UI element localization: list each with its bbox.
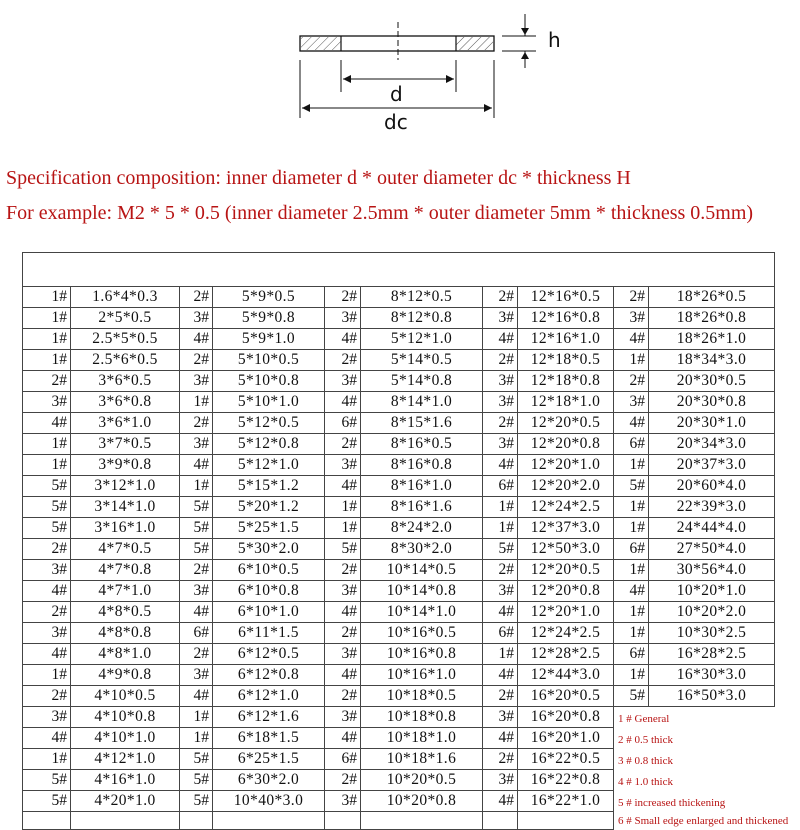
- size-cell: 6*10*0.8: [213, 581, 325, 602]
- grade-cell: 1#: [23, 455, 71, 476]
- size-cell: 5*9*1.0: [213, 329, 325, 350]
- size-cell: 18*26*1.0: [649, 329, 775, 350]
- table-row: [23, 581, 775, 602]
- grade-cell: 2#: [614, 287, 649, 308]
- size-cell: 10*30*2.5: [649, 623, 775, 644]
- size-cell: 2.5*6*0.5: [71, 350, 180, 371]
- size-cell: 12*20*1.0: [518, 602, 614, 623]
- size-cell: 12*20*0.5: [518, 560, 614, 581]
- grade-cell: 5#: [483, 539, 518, 560]
- grade-cell: 3#: [483, 707, 518, 728]
- size-cell: 20*60*4.0: [649, 476, 775, 497]
- size-cell: 16*28*2.5: [649, 644, 775, 665]
- grade-cell: 1#: [23, 350, 71, 371]
- grade-cell: 4#: [483, 665, 518, 686]
- grade-cell: 4#: [180, 686, 213, 707]
- table-row: [23, 707, 775, 728]
- size-cell: 5*9*0.5: [213, 287, 325, 308]
- washer-spec-table: [22, 252, 789, 830]
- size-cell: 10*16*1.0: [361, 665, 483, 686]
- size-cell: 27*50*4.0: [649, 539, 775, 560]
- grade-cell: 2#: [23, 539, 71, 560]
- table-row: [23, 308, 775, 329]
- size-cell: 10*18*0.8: [361, 707, 483, 728]
- grade-cell: 3#: [23, 560, 71, 581]
- washer-hatch-left: [301, 37, 341, 50]
- size-cell: 16*50*3.0: [649, 686, 775, 707]
- grade-cell: 1#: [483, 644, 518, 665]
- size-cell: 8*16*0.5: [361, 434, 483, 455]
- table-row: [23, 476, 775, 497]
- grade-cell: 3#: [483, 308, 518, 329]
- grade-cell: 6#: [483, 476, 518, 497]
- size-cell: 3*6*1.0: [71, 413, 180, 434]
- size-cell: 10*16*0.5: [361, 623, 483, 644]
- size-cell: 12*28*2.5: [518, 644, 614, 665]
- grade-cell: 2#: [483, 350, 518, 371]
- grade-cell: 5#: [23, 518, 71, 539]
- size-cell: 16*22*0.8: [518, 770, 614, 791]
- grade-cell: 5#: [325, 539, 361, 560]
- size-cell: 10*18*0.5: [361, 686, 483, 707]
- grade-cell: 3#: [325, 707, 361, 728]
- size-cell: 20*30*1.0: [649, 413, 775, 434]
- size-cell: 12*18*1.0: [518, 392, 614, 413]
- grade-cell: 2#: [325, 560, 361, 581]
- size-cell: 1.6*4*0.3: [71, 287, 180, 308]
- size-cell: 6*12*0.8: [213, 665, 325, 686]
- size-cell: 12*37*3.0: [518, 518, 614, 539]
- grade-cell: 1#: [614, 497, 649, 518]
- grade-cell: 1#: [23, 287, 71, 308]
- grade-cell: 4#: [180, 455, 213, 476]
- size-cell: 3*12*1.0: [71, 476, 180, 497]
- table-row: [23, 560, 775, 581]
- grade-cell: 5#: [23, 476, 71, 497]
- size-cell: 5*20*1.2: [213, 497, 325, 518]
- grade-cell: 3#: [23, 623, 71, 644]
- size-cell: 4*8*0.5: [71, 602, 180, 623]
- table-row: [23, 518, 775, 539]
- grade-cell: 2#: [614, 371, 649, 392]
- size-cell: 16*22*0.5: [518, 749, 614, 770]
- grade-cell: 5#: [180, 539, 213, 560]
- size-cell: 12*44*3.0: [518, 665, 614, 686]
- table-row: [23, 455, 775, 476]
- grade-cell: 3#: [23, 707, 71, 728]
- table-row: [23, 329, 775, 350]
- table-row: [23, 602, 775, 623]
- size-cell: 8*12*0.8: [361, 308, 483, 329]
- grade-cell: 5#: [180, 770, 213, 791]
- grade-cell: 3#: [325, 791, 361, 812]
- size-cell: 16*20*1.0: [518, 728, 614, 749]
- legend-item: 2 # 0.5 thick: [614, 728, 775, 749]
- size-cell: 10*14*0.8: [361, 581, 483, 602]
- size-cell: 5*10*0.8: [213, 371, 325, 392]
- size-cell: 10*14*0.5: [361, 560, 483, 581]
- grade-cell: 3#: [180, 581, 213, 602]
- size-cell: 6*10*1.0: [213, 602, 325, 623]
- size-cell: 10*18*1.0: [361, 728, 483, 749]
- size-cell: 3*6*0.5: [71, 371, 180, 392]
- table-row: [23, 287, 775, 308]
- size-cell: 12*50*3.0: [518, 539, 614, 560]
- grade-cell: 2#: [483, 560, 518, 581]
- table-row: [23, 392, 775, 413]
- empty-cell: [483, 812, 518, 830]
- size-cell: 8*14*1.0: [361, 392, 483, 413]
- grade-cell: 2#: [325, 350, 361, 371]
- grade-cell: 3#: [180, 434, 213, 455]
- size-cell: 3*16*1.0: [71, 518, 180, 539]
- size-cell: 24*44*4.0: [649, 518, 775, 539]
- grade-cell: 1#: [614, 518, 649, 539]
- size-cell: 8*24*2.0: [361, 518, 483, 539]
- grade-cell: 4#: [23, 728, 71, 749]
- size-cell: 8*30*2.0: [361, 539, 483, 560]
- grade-cell: 1#: [325, 518, 361, 539]
- grade-cell: 4#: [614, 581, 649, 602]
- size-cell: 3*7*0.5: [71, 434, 180, 455]
- empty-cell: [180, 812, 213, 830]
- grade-cell: 4#: [325, 329, 361, 350]
- size-cell: 2*5*0.5: [71, 308, 180, 329]
- size-cell: 6*12*1.0: [213, 686, 325, 707]
- size-cell: 2.5*5*0.5: [71, 329, 180, 350]
- grade-cell: 4#: [180, 329, 213, 350]
- grade-cell: 1#: [483, 518, 518, 539]
- grade-cell: 1#: [180, 476, 213, 497]
- table-row: [23, 623, 775, 644]
- spec-example-line: For example: M2 * 5 * 0.5 (inner diameter 2.5mm * outer diameter 5mm * thickness 0.5mm): [6, 202, 754, 224]
- grade-cell: 3#: [483, 581, 518, 602]
- grade-cell: 3#: [483, 434, 518, 455]
- empty-cell: [213, 812, 325, 830]
- size-cell: 16*20*0.5: [518, 686, 614, 707]
- size-cell: 6*12*1.6: [213, 707, 325, 728]
- size-cell: 4*8*0.8: [71, 623, 180, 644]
- size-cell: 4*10*0.8: [71, 707, 180, 728]
- grade-cell: 3#: [614, 308, 649, 329]
- grade-cell: 1#: [180, 707, 213, 728]
- size-cell: 4*10*0.5: [71, 686, 180, 707]
- size-cell: 4*7*0.8: [71, 560, 180, 581]
- size-cell: 5*30*2.0: [213, 539, 325, 560]
- table-row: [23, 770, 775, 791]
- size-cell: 6*18*1.5: [213, 728, 325, 749]
- grade-cell: 3#: [483, 392, 518, 413]
- grade-cell: 1#: [614, 665, 649, 686]
- size-cell: 12*20*0.8: [518, 581, 614, 602]
- grade-cell: 4#: [325, 728, 361, 749]
- size-cell: 8*16*1.6: [361, 497, 483, 518]
- grade-cell: 1#: [614, 455, 649, 476]
- grade-cell: 3#: [614, 392, 649, 413]
- table-row: [23, 371, 775, 392]
- grade-cell: 3#: [325, 644, 361, 665]
- grade-cell: 6#: [483, 623, 518, 644]
- size-cell: 3*6*0.8: [71, 392, 180, 413]
- grade-cell: 6#: [614, 434, 649, 455]
- table-row: [23, 644, 775, 665]
- size-cell: 12*24*2.5: [518, 497, 614, 518]
- size-cell: 5*12*1.0: [361, 329, 483, 350]
- grade-cell: 4#: [23, 644, 71, 665]
- size-cell: 8*16*0.8: [361, 455, 483, 476]
- legend-item: 5 # increased thickening: [614, 791, 775, 812]
- washer-hatch-right: [456, 37, 493, 50]
- grade-cell: 1#: [614, 350, 649, 371]
- empty-cell: [71, 812, 180, 830]
- grade-cell: 2#: [180, 560, 213, 581]
- grade-cell: 1#: [483, 497, 518, 518]
- grade-cell: 1#: [614, 602, 649, 623]
- table-header-cell: [23, 253, 775, 287]
- size-cell: 8*16*1.0: [361, 476, 483, 497]
- grade-cell: 3#: [325, 581, 361, 602]
- size-cell: 10*20*1.0: [649, 581, 775, 602]
- grade-cell: 4#: [483, 602, 518, 623]
- grade-cell: 4#: [23, 581, 71, 602]
- grade-cell: 5#: [614, 686, 649, 707]
- size-cell: 22*39*3.0: [649, 497, 775, 518]
- grade-cell: 1#: [23, 434, 71, 455]
- grade-cell: 5#: [23, 497, 71, 518]
- grade-cell: 4#: [325, 602, 361, 623]
- grade-cell: 4#: [483, 791, 518, 812]
- grade-cell: 3#: [483, 371, 518, 392]
- grade-cell: 2#: [23, 371, 71, 392]
- empty-cell: [361, 812, 483, 830]
- size-cell: 4*7*1.0: [71, 581, 180, 602]
- grade-cell: 4#: [180, 602, 213, 623]
- h-label: h: [548, 28, 561, 52]
- grade-cell: 5#: [23, 770, 71, 791]
- grade-cell: 5#: [23, 791, 71, 812]
- grade-cell: 5#: [180, 749, 213, 770]
- size-cell: 20*37*3.0: [649, 455, 775, 476]
- size-cell: 16*20*0.8: [518, 707, 614, 728]
- table-header-row: [23, 253, 775, 287]
- grade-cell: 5#: [180, 791, 213, 812]
- size-cell: 30*56*4.0: [649, 560, 775, 581]
- size-cell: 5*14*0.5: [361, 350, 483, 371]
- size-cell: 8*12*0.5: [361, 287, 483, 308]
- size-cell: 10*20*0.8: [361, 791, 483, 812]
- size-cell: 10*40*3.0: [213, 791, 325, 812]
- grade-cell: 2#: [180, 644, 213, 665]
- table-row: [23, 812, 775, 830]
- size-cell: 18*34*3.0: [649, 350, 775, 371]
- grade-cell: 2#: [325, 434, 361, 455]
- grade-cell: 4#: [23, 413, 71, 434]
- grade-cell: 3#: [483, 770, 518, 791]
- grade-cell: 5#: [180, 497, 213, 518]
- grade-cell: 6#: [614, 644, 649, 665]
- grade-cell: 2#: [325, 686, 361, 707]
- size-cell: 20*30*0.5: [649, 371, 775, 392]
- size-cell: 4*7*0.5: [71, 539, 180, 560]
- grade-cell: 3#: [325, 308, 361, 329]
- size-cell: 4*16*1.0: [71, 770, 180, 791]
- size-cell: 3*14*1.0: [71, 497, 180, 518]
- size-cell: 12*24*2.5: [518, 623, 614, 644]
- size-cell: 10*20*2.0: [649, 602, 775, 623]
- size-cell: 4*8*1.0: [71, 644, 180, 665]
- grade-cell: 1#: [614, 623, 649, 644]
- grade-cell: 1#: [614, 560, 649, 581]
- grade-cell: 1#: [23, 665, 71, 686]
- grade-cell: 1#: [180, 392, 213, 413]
- table-row: [23, 665, 775, 686]
- grade-cell: 1#: [325, 497, 361, 518]
- size-cell: 12*16*0.5: [518, 287, 614, 308]
- grade-cell: 1#: [23, 749, 71, 770]
- empty-cell: [23, 812, 71, 830]
- size-cell: 12*16*0.8: [518, 308, 614, 329]
- grade-cell: 6#: [325, 413, 361, 434]
- grade-cell: 4#: [325, 392, 361, 413]
- grade-cell: 4#: [325, 665, 361, 686]
- size-cell: 5*12*0.5: [213, 413, 325, 434]
- dc-label: dc: [384, 110, 408, 134]
- table-row: [23, 413, 775, 434]
- grade-cell: 3#: [180, 308, 213, 329]
- size-cell: 20*34*3.0: [649, 434, 775, 455]
- table-row: [23, 539, 775, 560]
- size-cell: 12*16*1.0: [518, 329, 614, 350]
- size-cell: 10*18*1.6: [361, 749, 483, 770]
- grade-cell: 4#: [483, 329, 518, 350]
- size-cell: 12*20*2.0: [518, 476, 614, 497]
- table-row: [23, 728, 775, 749]
- size-cell: 4*20*1.0: [71, 791, 180, 812]
- table-row: [23, 497, 775, 518]
- size-cell: 6*25*1.5: [213, 749, 325, 770]
- legend-item: 6 # Small edge enlarged and thickened: [614, 812, 775, 830]
- grade-cell: 6#: [180, 623, 213, 644]
- size-cell: 4*10*1.0: [71, 728, 180, 749]
- grade-cell: 1#: [23, 308, 71, 329]
- grade-cell: 2#: [180, 413, 213, 434]
- empty-cell: [518, 812, 614, 830]
- grade-cell: 5#: [614, 476, 649, 497]
- size-cell: 5*12*0.8: [213, 434, 325, 455]
- grade-cell: 2#: [180, 350, 213, 371]
- size-cell: 6*10*0.5: [213, 560, 325, 581]
- table-row: [23, 686, 775, 707]
- size-cell: 5*15*1.2: [213, 476, 325, 497]
- legend-item: 1 # General: [614, 707, 775, 728]
- table-body: [23, 253, 789, 830]
- size-cell: 5*10*1.0: [213, 392, 325, 413]
- table-row: [23, 350, 775, 371]
- size-cell: 4*12*1.0: [71, 749, 180, 770]
- grade-cell: 2#: [483, 287, 518, 308]
- grade-cell: 2#: [325, 770, 361, 791]
- grade-cell: 2#: [325, 287, 361, 308]
- size-cell: 18*26*0.8: [649, 308, 775, 329]
- size-cell: 12*18*0.8: [518, 371, 614, 392]
- grade-cell: 1#: [180, 728, 213, 749]
- grade-cell: 2#: [483, 749, 518, 770]
- size-cell: 8*15*1.6: [361, 413, 483, 434]
- spec-composition-line: Specification composition: inner diameter d * outer diameter dc * thickness H: [6, 167, 631, 189]
- grade-cell: 2#: [23, 686, 71, 707]
- size-cell: 5*9*0.8: [213, 308, 325, 329]
- grade-cell: 2#: [483, 686, 518, 707]
- grade-cell: 2#: [483, 413, 518, 434]
- grade-cell: 3#: [23, 392, 71, 413]
- size-cell: 5*12*1.0: [213, 455, 325, 476]
- table-row: [23, 749, 775, 770]
- grade-cell: 3#: [325, 371, 361, 392]
- grade-cell: 2#: [325, 623, 361, 644]
- grade-cell: 3#: [180, 665, 213, 686]
- legend-item: 4 # 1.0 thick: [614, 770, 775, 791]
- grade-cell: 6#: [614, 539, 649, 560]
- table-row: [23, 791, 775, 812]
- grade-cell: 5#: [180, 518, 213, 539]
- size-cell: 6*11*1.5: [213, 623, 325, 644]
- grade-cell: 4#: [325, 476, 361, 497]
- grade-cell: 4#: [483, 728, 518, 749]
- grade-cell: 1#: [23, 329, 71, 350]
- grade-cell: 3#: [180, 371, 213, 392]
- table-row: [23, 434, 775, 455]
- size-cell: 4*9*0.8: [71, 665, 180, 686]
- size-cell: 20*30*0.8: [649, 392, 775, 413]
- grade-cell: 4#: [614, 413, 649, 434]
- grade-cell: 2#: [180, 287, 213, 308]
- size-cell: 6*30*2.0: [213, 770, 325, 791]
- size-cell: 16*22*1.0: [518, 791, 614, 812]
- size-cell: 12*20*1.0: [518, 455, 614, 476]
- size-cell: 10*16*0.8: [361, 644, 483, 665]
- size-cell: 10*14*1.0: [361, 602, 483, 623]
- size-cell: 16*30*3.0: [649, 665, 775, 686]
- grade-cell: 3#: [325, 455, 361, 476]
- size-cell: 12*20*0.8: [518, 434, 614, 455]
- size-cell: 12*18*0.5: [518, 350, 614, 371]
- legend-item: 3 # 0.8 thick: [614, 749, 775, 770]
- size-cell: 10*20*0.5: [361, 770, 483, 791]
- d-label: d: [390, 82, 403, 106]
- grade-cell: 2#: [23, 602, 71, 623]
- size-cell: 12*20*0.5: [518, 413, 614, 434]
- size-cell: 5*14*0.8: [361, 371, 483, 392]
- grade-cell: 6#: [325, 749, 361, 770]
- size-cell: 18*26*0.5: [649, 287, 775, 308]
- size-cell: 5*25*1.5: [213, 518, 325, 539]
- size-cell: 3*9*0.8: [71, 455, 180, 476]
- grade-cell: 4#: [483, 455, 518, 476]
- size-cell: 6*12*0.5: [213, 644, 325, 665]
- grade-cell: 4#: [614, 329, 649, 350]
- empty-cell: [325, 812, 361, 830]
- size-cell: 5*10*0.5: [213, 350, 325, 371]
